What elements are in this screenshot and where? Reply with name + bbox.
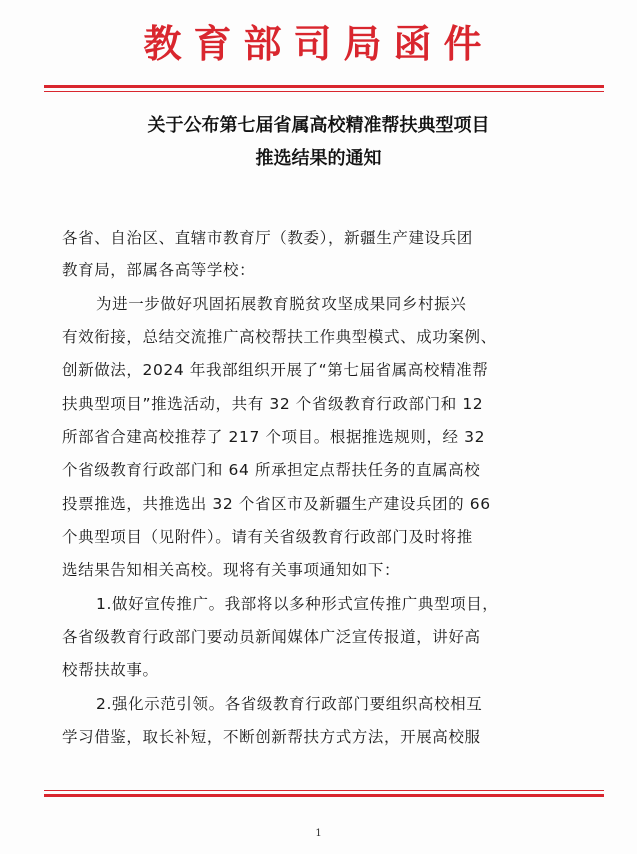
letterhead-rule-thin	[44, 91, 604, 92]
page-number: 1	[315, 828, 322, 839]
body-line: 校帮扶故事。	[62, 661, 159, 679]
body-paragraph-start: 2.强化示范引领。各省级教育行政部门要组织高校相互	[96, 695, 483, 713]
footer-rule-thin	[44, 790, 604, 791]
letterhead-rule-thick	[44, 85, 604, 88]
body-line: 选结果告知相关高校。现将有关事项通知如下：	[62, 561, 401, 579]
notice-title-line-2: 推选结果的通知	[255, 148, 382, 169]
body-line: 学习借鉴，取长补短，不断创新帮扶方式方法，开展高校服	[62, 728, 481, 746]
body-line: 创新做法，2024 年我部组织开展了“第七届省属高校精准帮	[62, 361, 489, 379]
body-line: 个典型项目（见附件）。请有关省级教育行政部门及时将推	[62, 528, 473, 546]
footer-rule-thick	[44, 794, 604, 797]
body-line: 所部省合建高校推荐了 217 个项目。根据推选规则，经 32	[62, 428, 486, 446]
notice-title-line-1: 关于公布第七届省属高校精准帮扶典型项目	[147, 115, 490, 136]
body-line: 扶典型项目”推选活动，共有 32 个省级教育行政部门和 12	[62, 395, 484, 413]
body-line: 有效衔接，总结交流推广高校帮扶工作典型模式、成功案例、	[62, 328, 497, 346]
body-line: 教育局，部属各高等学校：	[62, 261, 256, 279]
letterhead-title: 教育部司局函件	[143, 21, 494, 66]
body-paragraph-start: 为进一步做好巩固拓展教育脱贫攻坚成果同乡村振兴	[96, 295, 467, 313]
body-line: 个省级教育行政部门和 64 所承担定点帮扶任务的直属高校	[62, 461, 481, 479]
body-line: 各省级教育行政部门要动员新闻媒体广泛宣传报道，讲好高	[62, 628, 481, 646]
body-line: 各省、自治区、直辖市教育厅（教委），新疆生产建设兵团	[62, 229, 473, 247]
body-paragraph-start: 1.做好宣传推广。我部将以多种形式宣传推广典型项目，	[96, 595, 499, 613]
body-line: 投票推选，共推选出 32 个省区市及新疆生产建设兵团的 66	[62, 495, 491, 513]
